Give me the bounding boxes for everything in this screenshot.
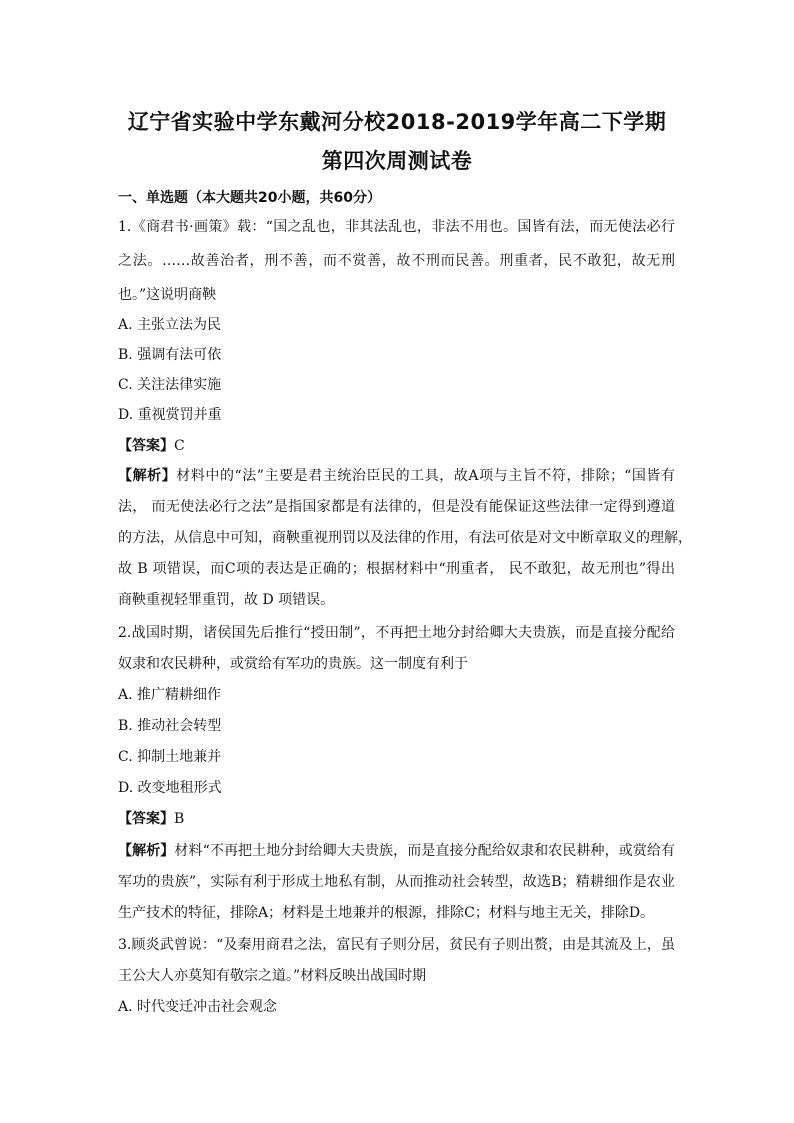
q2-analysis-line: 生产技术的特征，排除A；材料是土地兼并的根源，排除C；材料与地主无关，排除D。 — [118, 905, 655, 921]
q2-option-c: C. 抑制土地兼并 — [118, 749, 222, 765]
q2-stem-line: 奴隶和农民耕种，或赏给有军功的贵族。这一制度有利于 — [118, 656, 468, 672]
q1-option-b: B. 强调有法可依 — [118, 347, 222, 363]
q1-stem-line: 之法。……故善治者，刑不善，而不赏善，故不刑而民善。刑重者，民不敢犯，故无刑 — [118, 253, 675, 269]
q2-option-a: A. 推广精耕细作 — [118, 687, 222, 703]
q1-stem-line: 也。”这说明商鞅 — [118, 287, 217, 303]
q1-analysis-line: 的方法，从信息中可知，商鞅重视刑罚以及法律的作用，有法可依是对文中断章取义的理解， — [118, 530, 692, 546]
q3-stem-line: 王公大人亦莫知有敬宗之道。”材料反映出战国时期 — [118, 968, 427, 984]
q1-answer — [118, 437, 185, 455]
page-title: 辽宁省实验中学东戴河分校2018-2019学年高二下学期 — [127, 110, 667, 134]
answer-tag: 【答案】 — [118, 438, 174, 454]
q2-analysis-line: 军功的贵族”，实际有利于形成土地私有制，从而推动社会转型，故选B；精耕细作是农业 — [118, 874, 675, 890]
q3-stem-line: 3.顾炎武曾说：“及秦用商君之法，富民有子则分居，贫民有子则出赘，由是其流及上，虽 — [118, 937, 675, 953]
q2-analysis-line — [118, 842, 675, 860]
q1-analysis-line: 故 B 项错误，而C项的表达是正确的；根据材料中“刑重者， 民不敢犯，故无刑也”得出 — [118, 561, 675, 577]
q1-option-c: C. 关注法律实施 — [118, 377, 222, 393]
q1-option-a: A. 主张立法为民 — [118, 317, 222, 333]
analysis-text: 材料中的“法”主要是君主统治臣民的工具，故A项与主旨不符，排除；“国皆有 — [176, 468, 675, 484]
q1-analysis-line: 商鞅重视轻罪重罚，故 D 项错误。 — [118, 592, 335, 608]
section-heading: 一、单选题（本大题共20小题，共60分） — [118, 190, 381, 206]
q2-option-d: D. 改变地租形式 — [118, 780, 222, 796]
q1-analysis-line: 法， 而无使法必行之法”是指国家都是有法律的，但是没有能保证这些法律一定得到遵道 — [118, 499, 675, 515]
q1-stem-line: 1.《商君书·画策》载：“国之乱也，非其法乱也，非法不用也。国皆有法，而无使法必行 — [118, 219, 675, 235]
page-subtitle: 第四次周测试卷 — [321, 149, 473, 173]
q2-answer — [118, 810, 184, 828]
q3-option-a: A. 时代变迁冲击社会观念 — [118, 999, 278, 1015]
q2-option-b: B. 推动社会转型 — [118, 718, 222, 734]
answer-value: C — [174, 438, 185, 454]
q1-option-d: D. 重视赏罚并重 — [118, 407, 222, 423]
analysis-tag: 【解析】 — [118, 843, 175, 859]
analysis-tag: 【解析】 — [118, 468, 177, 484]
q1-analysis-line — [118, 467, 675, 485]
answer-value: B — [174, 811, 185, 827]
analysis-text: 材料“不再把土地分封给卿大夫贵族，而是直接分配给奴隶和农民耕种，或赏给有 — [174, 843, 676, 859]
q2-stem-line: 2.战国时期，诸侯国先后推行“授田制”，不再把土地分封给卿大夫贵族，而是直接分配给 — [118, 625, 675, 641]
answer-tag: 【答案】 — [118, 811, 174, 827]
